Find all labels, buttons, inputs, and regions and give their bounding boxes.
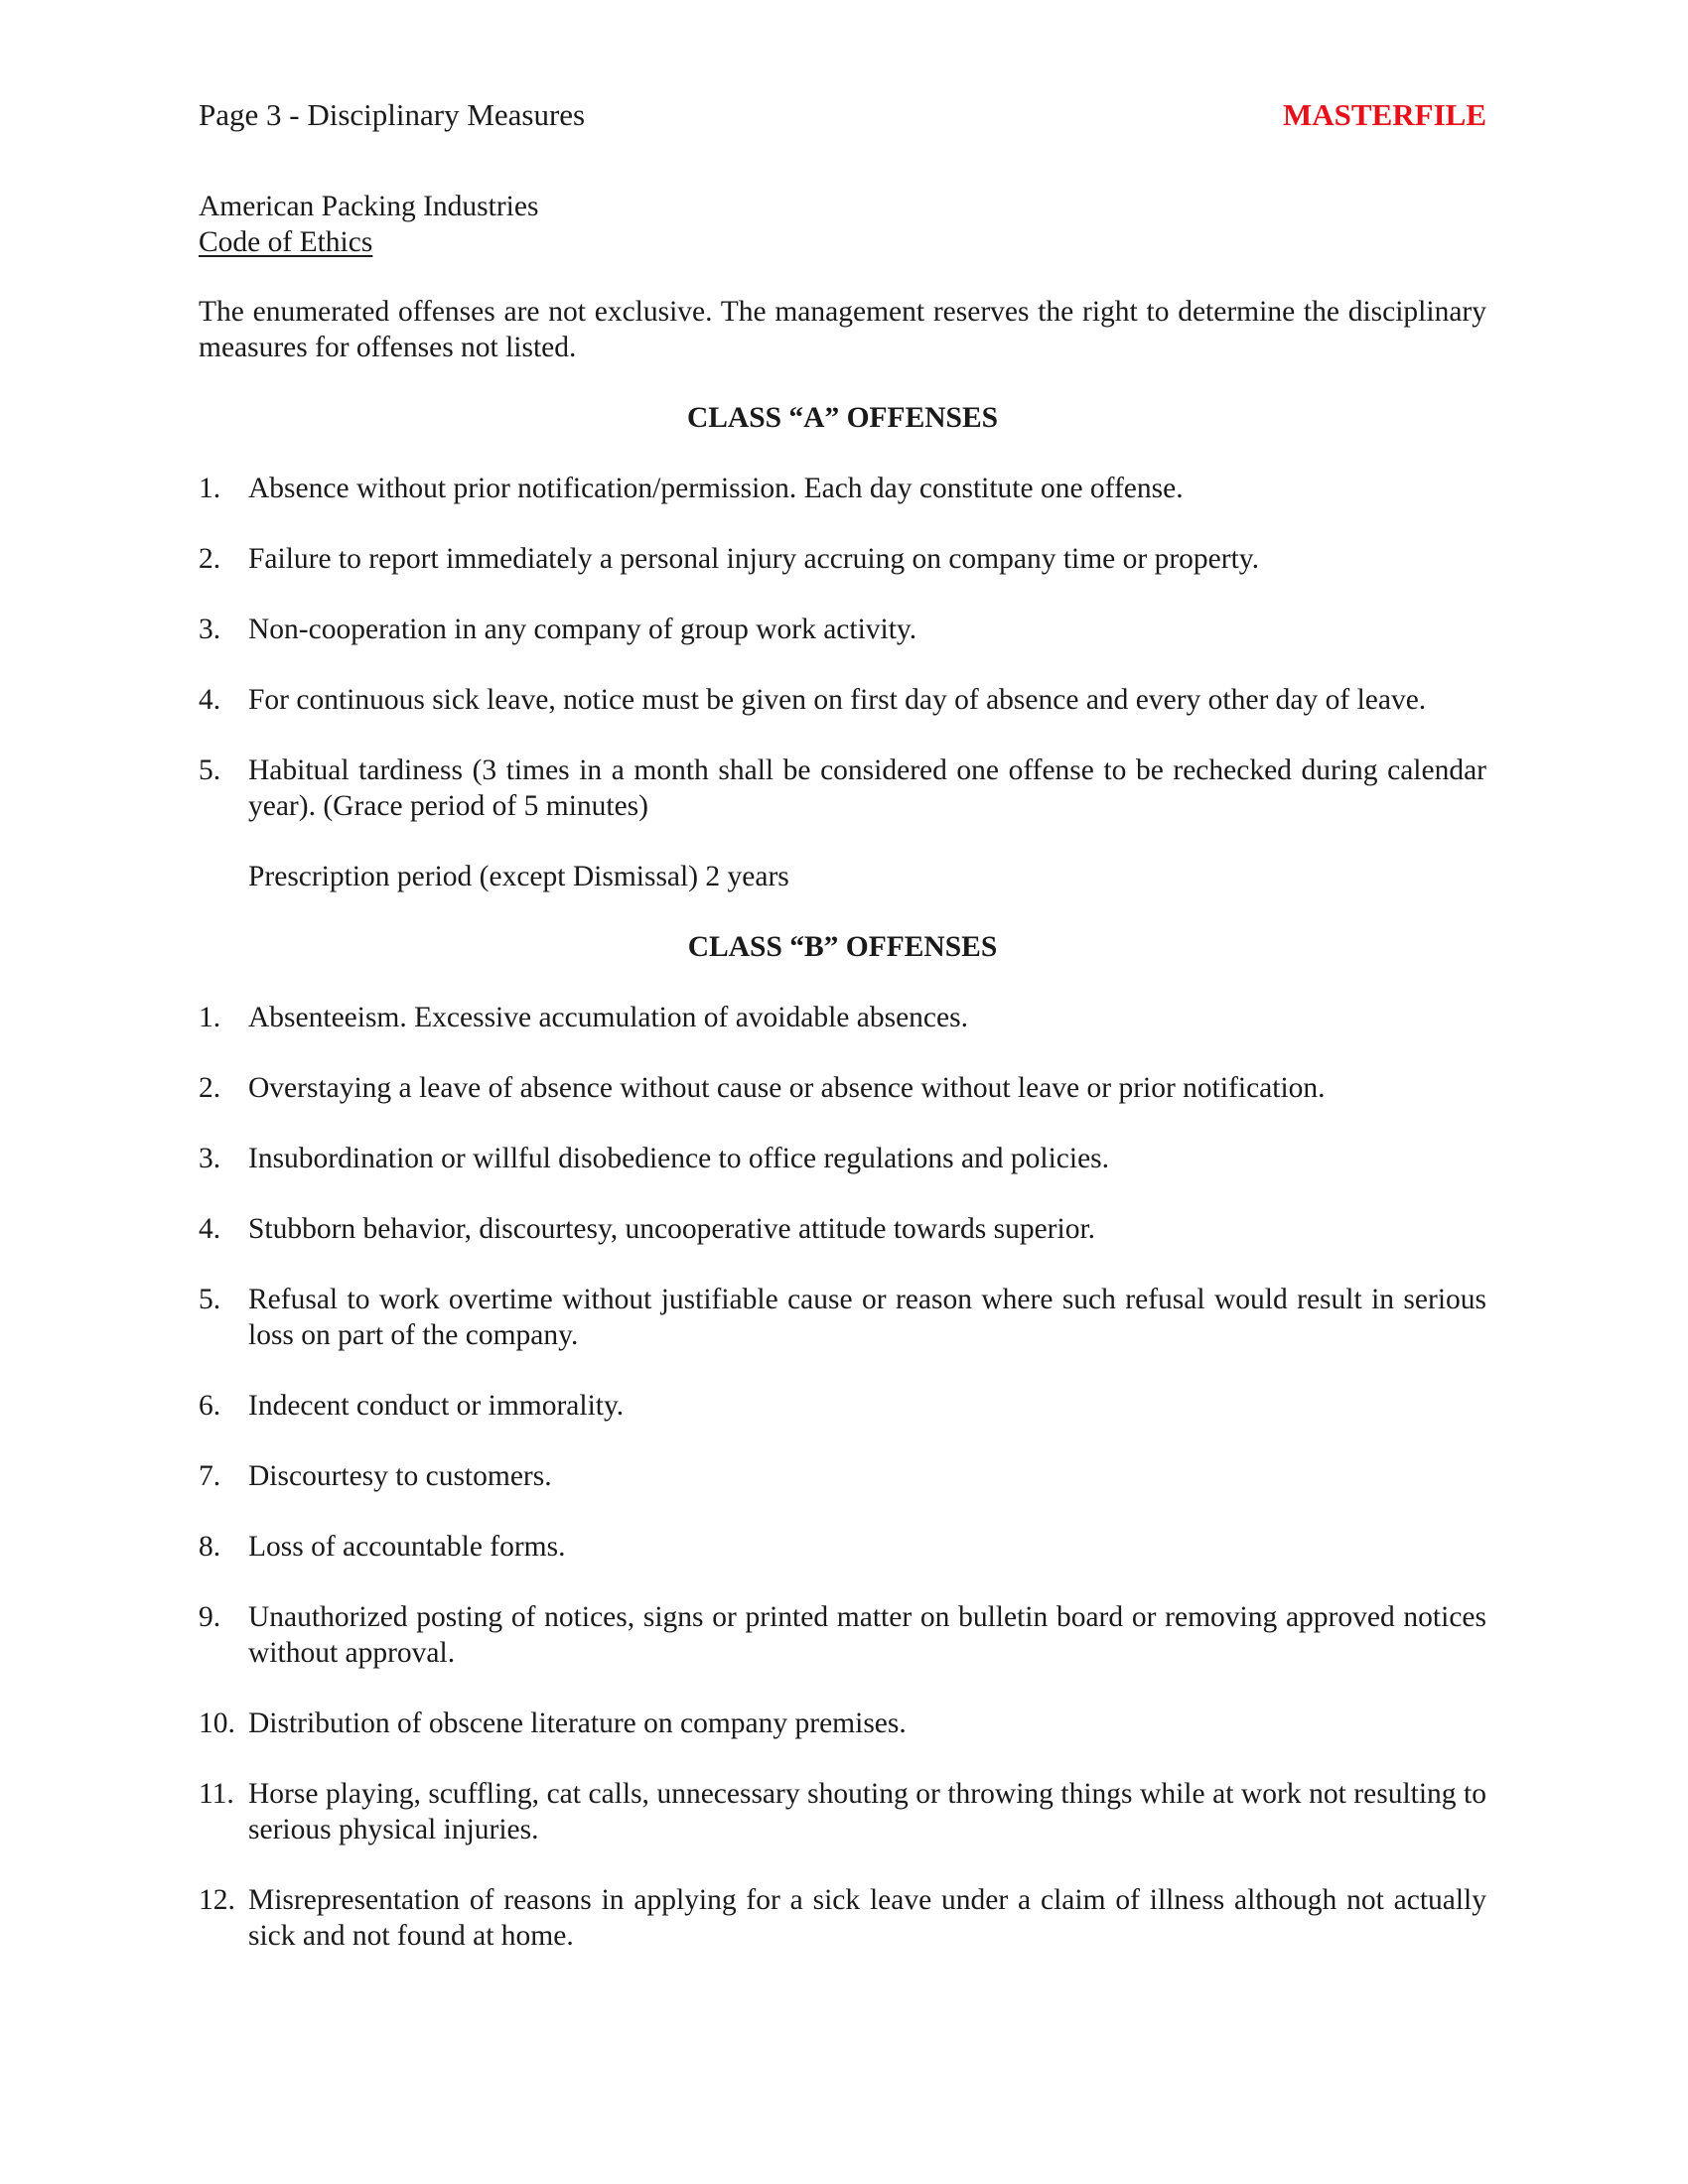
prescription-period: Prescription period (except Dismissal) 2 years xyxy=(248,861,789,892)
item-number: 5. xyxy=(199,754,221,786)
item-number: 2. xyxy=(199,1072,221,1104)
item-number: 1. xyxy=(199,473,221,504)
item-number: 8. xyxy=(199,1531,221,1563)
list-item xyxy=(199,1141,1486,1176)
list-item xyxy=(199,1529,1486,1565)
item-text: Misrepresentation of reasons in applying for a sick leave under a claim of illness although not actually sick and not found at home. xyxy=(248,1884,1486,1952)
item-text: Loss of accountable forms. xyxy=(248,1531,566,1563)
item-number: 4. xyxy=(199,684,221,716)
item-number: 2. xyxy=(199,543,221,575)
item-text: Habitual tardiness (3 times in a month shall be considered one offense to be rechecked during calendar year). (Grace period of 5 minutes) xyxy=(248,754,1486,822)
item-text: Insubordination or willful disobedience to office regulations and policies. xyxy=(248,1143,1110,1174)
item-text: Stubborn behavior, discourtesy, uncooperative attitude towards superior. xyxy=(248,1213,1096,1245)
item-number: 12. xyxy=(199,1884,235,1916)
class-b-offense-list xyxy=(199,1000,1486,1954)
item-number: 10. xyxy=(199,1707,235,1739)
item-text: Refusal to work overtime without justifiable cause or reason where such refusal would result in serious loss on part of the company. xyxy=(248,1284,1486,1351)
list-item xyxy=(199,1599,1486,1671)
intro-paragraph: The enumerated offenses are not exclusive. The management reserves the right to determine the disciplinary measures for offenses not listed. xyxy=(199,296,1486,363)
item-number: 7. xyxy=(199,1460,221,1492)
item-text: Absence without prior notification/permission. Each day constitute one offense. xyxy=(248,473,1184,504)
list-item xyxy=(199,1776,1486,1847)
list-item xyxy=(199,1000,1486,1035)
page-label: Page 3 - Disciplinary Measures xyxy=(199,97,586,132)
list-item xyxy=(199,1706,1486,1741)
item-number: 9. xyxy=(199,1601,221,1633)
item-text: Absenteeism. Excessive accumulation of avoidable absences. xyxy=(248,1002,968,1033)
item-number: 6. xyxy=(199,1390,221,1422)
item-text: Overstaying a leave of absence without cause or absence without leave or prior notification. xyxy=(248,1072,1326,1104)
item-number: 3. xyxy=(199,614,221,645)
masterfile-brand: MASTERFILE xyxy=(1283,97,1486,132)
list-item xyxy=(199,682,1486,718)
class-b-heading: CLASS “B” OFFENSES xyxy=(687,931,998,963)
code-of-ethics-title: Code of Ethics xyxy=(199,226,373,258)
list-item xyxy=(199,541,1486,577)
list-item xyxy=(199,1388,1486,1424)
page-header xyxy=(199,97,1486,145)
list-item xyxy=(199,1070,1486,1106)
item-text: Indecent conduct or immorality. xyxy=(248,1390,625,1422)
class-a-heading: CLASS “A” OFFENSES xyxy=(686,402,999,434)
item-text: Non-cooperation in any company of group work activity. xyxy=(248,614,917,645)
list-item xyxy=(199,1882,1486,1954)
list-item xyxy=(199,1458,1486,1494)
item-text: Discourtesy to customers. xyxy=(248,1460,552,1492)
item-number: 3. xyxy=(199,1143,221,1174)
list-item xyxy=(199,1211,1486,1247)
list-item xyxy=(199,1282,1486,1353)
class-a-offense-list xyxy=(199,471,1486,824)
item-number: 5. xyxy=(199,1284,221,1315)
item-text: Distribution of obscene literature on company premises. xyxy=(248,1707,907,1739)
item-text: Horse playing, scuffling, cat calls, unnecessary shouting or throwing things while at work not resulting to serious physical injuries. xyxy=(248,1778,1486,1845)
company-name: American Packing Industries xyxy=(199,191,539,222)
list-item xyxy=(199,612,1486,647)
item-number: 1. xyxy=(199,1002,221,1033)
document-page xyxy=(199,97,1486,1954)
list-item xyxy=(199,471,1486,506)
list-item xyxy=(199,752,1486,824)
item-text: For continuous sick leave, notice must be given on first day of absence and every other day of leave. xyxy=(248,684,1427,716)
item-number: 11. xyxy=(199,1778,234,1810)
item-number: 4. xyxy=(199,1213,221,1245)
item-text: Failure to report immediately a personal injury accruing on company time or property. xyxy=(248,543,1259,575)
item-text: Unauthorized posting of notices, signs or printed matter on bulletin board or removing approved notices without approval. xyxy=(248,1601,1486,1669)
